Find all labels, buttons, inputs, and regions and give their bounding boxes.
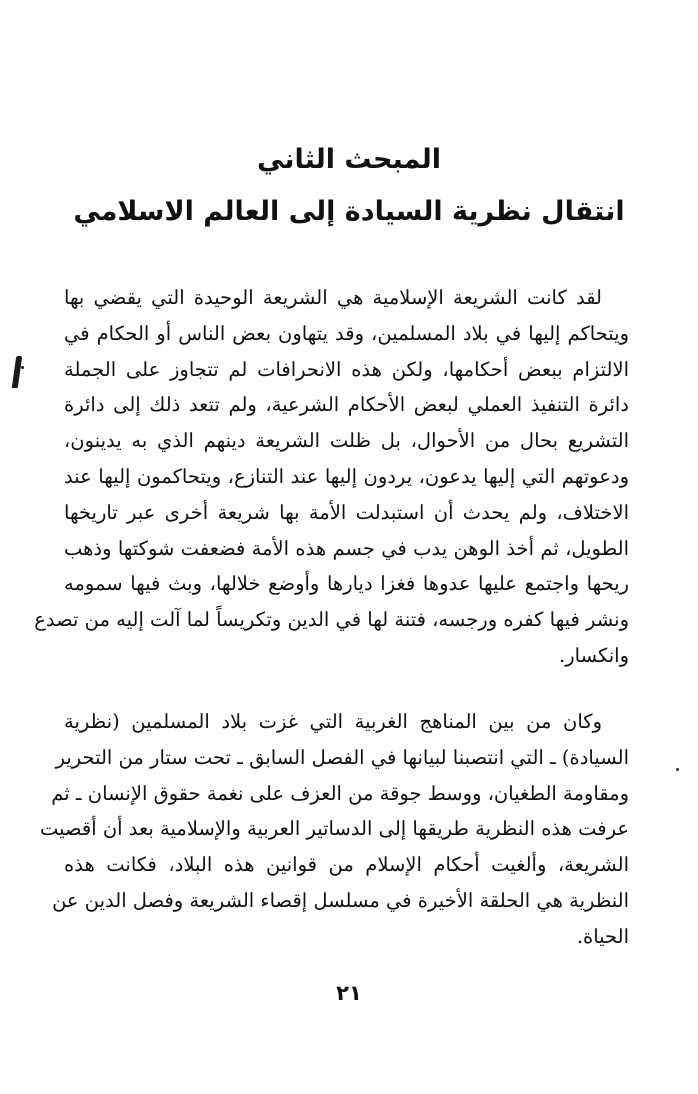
paragraph-line: السيادة) ـ التي انتصبنا لبيانها في الفصل السابق ـ تحت ستار من التحرير: [55, 745, 629, 769]
paragraph-1: [34, 280, 629, 674]
paragraph-line: ودعوتهم التي إليها يدعون، يردون إليها عند التنازع، ويتحاكمون إليها عند: [64, 464, 629, 488]
margin-ink-mark: [12, 356, 22, 388]
section-heading: المبحث الثاني: [257, 144, 441, 175]
paragraph-line: النظرية هي الحلقة الأخيرة في مسلسل إقصاء الشريعة وفصل الدين عن: [52, 888, 629, 912]
paragraph-line: عرفت هذه النظرية طريقها إلى الدساتير العربية والإسلامية بعد أن أقصيت: [39, 817, 629, 841]
paragraph-line: ريحها واجتمع عليها عدوها فغزا ديارها وأوضع خلالها، وبث فيها سمومه: [64, 572, 629, 596]
paragraph-line: الشريعة، وألغيت أحكام الإسلام من قوانين هذه البلاد، فكانت هذه: [64, 853, 629, 877]
paragraph-2: [39, 704, 629, 955]
page-number: ٢١: [336, 981, 362, 1005]
paragraph-line: ونشر فيها كفره ورجسه، فتنة لها في الدين وتكريساً لما آلت إليه من تصدع: [34, 608, 629, 632]
margin-ink-dot: [21, 366, 24, 369]
chapter-title: انتقال نظرية السيادة إلى العالم الاسلامي: [73, 196, 625, 227]
paragraph-line: دائرة التنفيذ العملي لبعض الأحكام الشرعية، ولم تتعد ذلك إلى دائرة: [64, 393, 629, 417]
paragraph-line: لقد كانت الشريعة الإسلامية هي الشريعة الوحيدة التي يقضي بها: [64, 286, 602, 309]
paragraph-line: التشريع بحال من الأحوال، بل ظلت الشريعة دينهم الذي به يدينون،: [64, 429, 629, 453]
paragraph-line: الطويل، ثم أخذ الوهن يدب في جسم هذه الأمة فضعفت شوكتها وذهب: [64, 536, 629, 560]
paragraph-line: الالتزام ببعض أحكامها، ولكن هذه الانحرافات لم تتجاوز على الجملة: [64, 357, 629, 381]
scan-speck: [676, 768, 679, 771]
paragraph-line: الاختلاف، ولم يحدث أن استبدلت الأمة بها شريعة أخرى عبر تاريخها: [64, 500, 629, 524]
paragraph-line: وكان من بين المناهج الغربية التي غزت بلاد المسلمين (نظرية: [64, 710, 602, 733]
paragraph-line: وانكسار.: [559, 643, 629, 667]
paragraph-line: ويتحاكم إليها في بلاد المسلمين، وقد يتهاون بعض الناس أو الحكام في: [64, 321, 629, 345]
paragraph-line: الحياة.: [576, 924, 629, 948]
paragraph-line: ومقاومة الطغيان، ووسط جوقة من العزف على نغمة حقوق الإنسان ـ ثم: [51, 781, 629, 805]
